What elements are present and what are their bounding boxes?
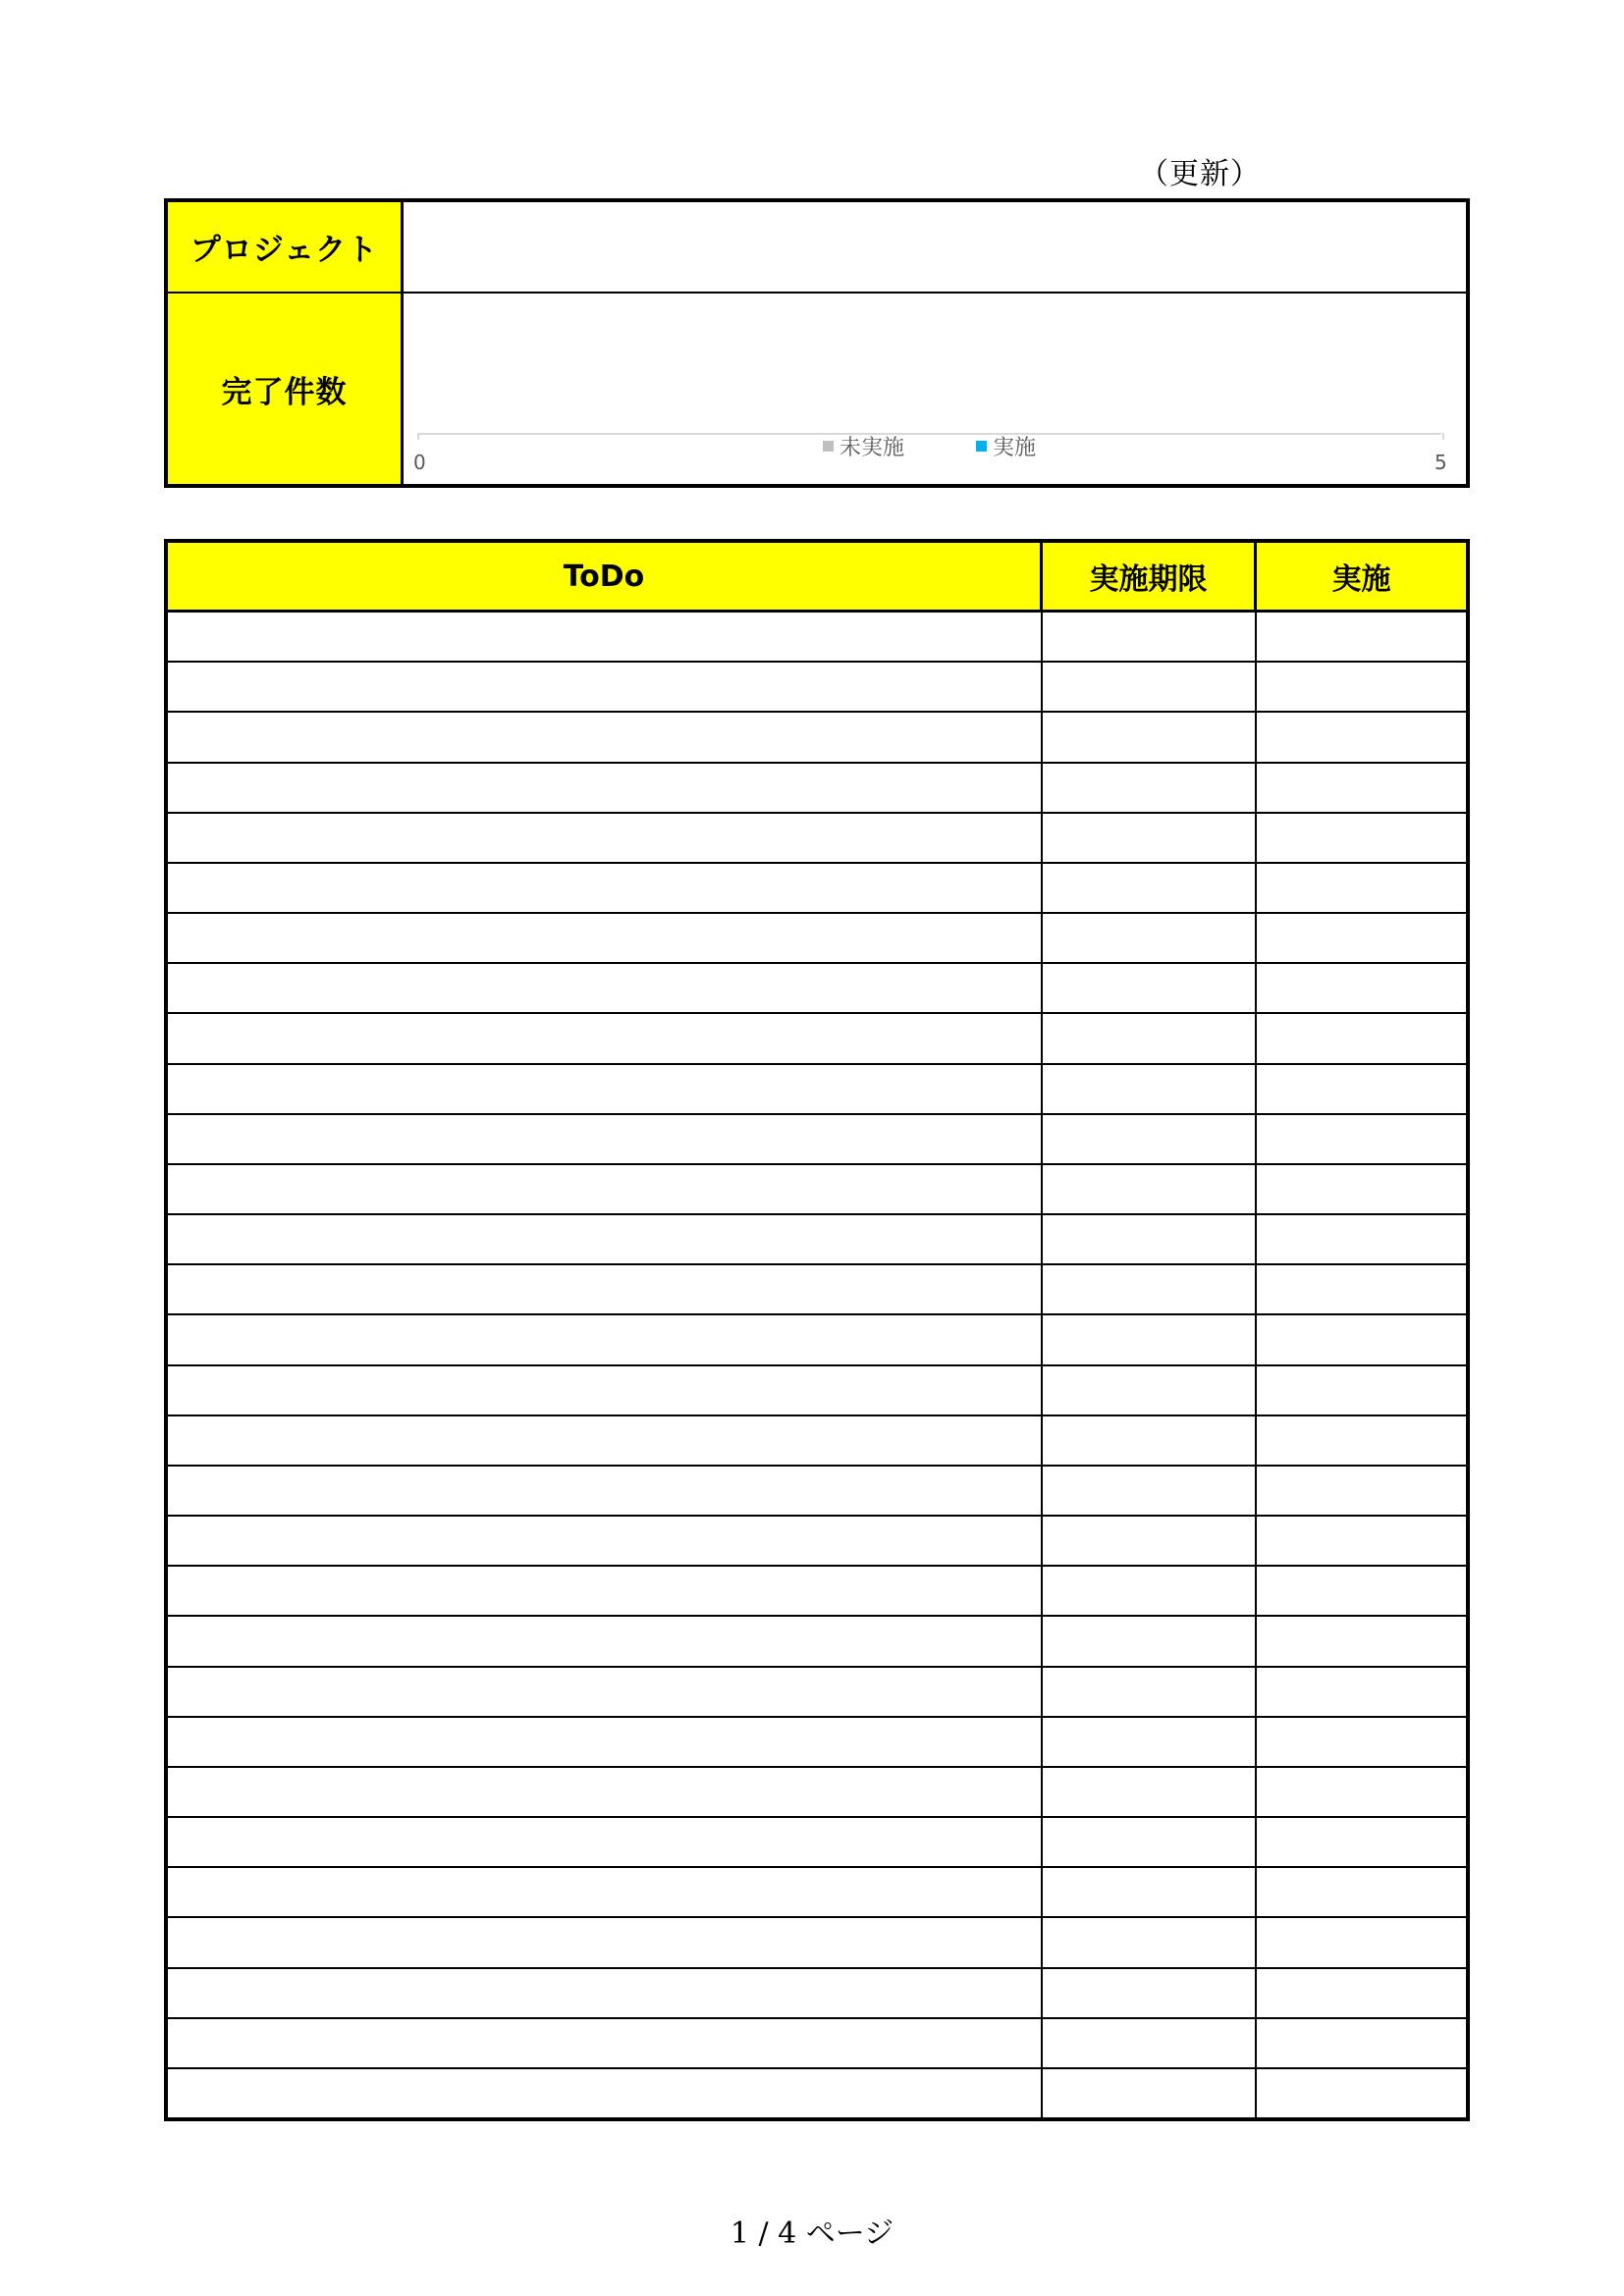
todo-cell[interactable] xyxy=(168,1517,1043,1565)
table-row xyxy=(168,814,1466,864)
todo-cell[interactable] xyxy=(168,1617,1043,1665)
done-cell[interactable] xyxy=(1257,814,1466,862)
deadline-cell[interactable] xyxy=(1043,1818,1257,1866)
todo-cell[interactable] xyxy=(168,864,1043,912)
todo-cell[interactable] xyxy=(168,2069,1043,2117)
deadline-cell[interactable] xyxy=(1043,713,1257,761)
todo-cell[interactable] xyxy=(168,764,1043,812)
todo-cell[interactable] xyxy=(168,1416,1043,1465)
deadline-cell[interactable] xyxy=(1043,1617,1257,1665)
done-cell[interactable] xyxy=(1257,1567,1466,1615)
deadline-cell[interactable] xyxy=(1043,864,1257,912)
table-row xyxy=(168,1366,1466,1416)
table-row xyxy=(168,1567,1466,1617)
done-cell[interactable] xyxy=(1257,1165,1466,1213)
deadline-cell[interactable] xyxy=(1043,613,1257,661)
legend-label: 実施 xyxy=(993,436,1037,460)
todo-cell[interactable] xyxy=(168,1818,1043,1866)
todo-cell[interactable] xyxy=(168,1315,1043,1363)
done-cell[interactable] xyxy=(1257,613,1466,661)
table-row xyxy=(168,1215,1466,1265)
todo-table xyxy=(164,539,1470,2121)
todo-header-row xyxy=(168,543,1466,613)
todo-cell[interactable] xyxy=(168,1065,1043,1113)
done-cell[interactable] xyxy=(1257,1517,1466,1565)
todo-cell[interactable] xyxy=(168,914,1043,962)
done-cell[interactable] xyxy=(1257,1315,1466,1363)
project-row xyxy=(168,202,1466,294)
done-cell[interactable] xyxy=(1257,1265,1466,1313)
project-value[interactable] xyxy=(404,202,1466,292)
done-cell[interactable] xyxy=(1257,1416,1466,1465)
todo-column-header: ToDo xyxy=(168,543,1043,610)
table-row xyxy=(168,864,1466,914)
todo-cell[interactable] xyxy=(168,964,1043,1012)
todo-cell[interactable] xyxy=(168,814,1043,862)
done-cell[interactable] xyxy=(1257,1868,1466,1916)
todo-cell[interactable] xyxy=(168,1115,1043,1163)
deadline-cell[interactable] xyxy=(1043,764,1257,812)
done-cell[interactable] xyxy=(1257,2019,1466,2067)
deadline-cell[interactable] xyxy=(1043,1868,1257,1916)
table-row xyxy=(168,663,1466,713)
deadline-cell[interactable] xyxy=(1043,1668,1257,1716)
todo-cell[interactable] xyxy=(168,1467,1043,1515)
todo-cell[interactable] xyxy=(168,1567,1043,1615)
table-row xyxy=(168,2069,1466,2117)
table-row xyxy=(168,713,1466,763)
done-cell[interactable] xyxy=(1257,1718,1466,1766)
completed-chart-cell xyxy=(404,294,1466,484)
axis-tick xyxy=(1442,433,1444,440)
deadline-cell[interactable] xyxy=(1043,1567,1257,1615)
deadline-cell[interactable] xyxy=(1043,1467,1257,1515)
todo-cell[interactable] xyxy=(168,1215,1043,1263)
table-row xyxy=(168,613,1466,663)
deadline-cell[interactable] xyxy=(1043,1366,1257,1415)
table-row xyxy=(168,1115,1466,1165)
deadline-cell[interactable] xyxy=(1043,814,1257,862)
table-row xyxy=(168,2019,1466,2069)
legend-swatch xyxy=(823,441,834,452)
deadline-cell[interactable] xyxy=(1043,1969,1257,2017)
done-cell[interactable] xyxy=(1257,764,1466,812)
done-cell[interactable] xyxy=(1257,1115,1466,1163)
done-column-header: 実施 xyxy=(1331,562,1391,597)
project-label: プロジェクト xyxy=(168,202,404,292)
todo-table-body xyxy=(168,613,1466,2117)
completed-label: 完了件数 xyxy=(168,294,404,484)
deadline-cell[interactable] xyxy=(1043,1265,1257,1313)
todo-cell[interactable] xyxy=(168,1165,1043,1213)
todo-cell[interactable] xyxy=(168,663,1043,711)
deadline-cell[interactable] xyxy=(1043,1014,1257,1062)
chart-axis-line xyxy=(417,433,1441,435)
deadline-cell[interactable] xyxy=(1043,1718,1257,1766)
table-row xyxy=(168,1768,1466,1818)
table-row xyxy=(168,914,1466,964)
table-row xyxy=(168,1165,1466,1215)
legend-swatch xyxy=(976,441,987,452)
deadline-cell[interactable] xyxy=(1043,1115,1257,1163)
updated-label: （更新） xyxy=(1139,157,1261,191)
done-cell[interactable] xyxy=(1257,1768,1466,1816)
todo-cell[interactable] xyxy=(168,1366,1043,1415)
todo-cell[interactable] xyxy=(168,1768,1043,1816)
deadline-cell[interactable] xyxy=(1043,663,1257,711)
legend-item xyxy=(823,431,904,461)
deadline-cell[interactable] xyxy=(1043,1918,1257,1966)
table-row xyxy=(168,1315,1466,1365)
done-cell[interactable] xyxy=(1257,914,1466,962)
todo-cell[interactable] xyxy=(168,1718,1043,1766)
done-cell[interactable] xyxy=(1257,1366,1466,1415)
table-row xyxy=(168,1668,1466,1718)
axis-tick-label: 0 xyxy=(413,451,426,474)
done-cell[interactable] xyxy=(1257,1668,1466,1716)
done-cell[interactable] xyxy=(1257,1014,1466,1062)
todo-cell[interactable] xyxy=(168,1668,1043,1716)
done-cell[interactable] xyxy=(1257,1215,1466,1263)
done-cell[interactable] xyxy=(1257,1969,1466,2017)
project-info-table xyxy=(164,198,1470,488)
todo-cell[interactable] xyxy=(168,2019,1043,2067)
legend-label: 未実施 xyxy=(839,436,905,460)
completed-row xyxy=(168,294,1466,484)
todo-cell[interactable] xyxy=(168,613,1043,661)
table-row xyxy=(168,1265,1466,1315)
deadline-cell[interactable] xyxy=(1043,1165,1257,1213)
table-row xyxy=(168,1818,1466,1868)
todo-cell[interactable] xyxy=(168,1868,1043,1916)
todo-cell[interactable] xyxy=(168,1969,1043,2017)
deadline-cell[interactable] xyxy=(1043,2069,1257,2117)
todo-cell[interactable] xyxy=(168,1014,1043,1062)
table-row xyxy=(168,1065,1466,1115)
deadline-column-header: 実施期限 xyxy=(1043,543,1257,610)
done-cell[interactable] xyxy=(1257,1065,1466,1113)
todo-cell[interactable] xyxy=(168,1265,1043,1313)
deadline-cell[interactable] xyxy=(1043,1065,1257,1113)
axis-tick-label: 5 xyxy=(1435,451,1447,474)
page-number: 1 / 4 ページ xyxy=(730,2216,894,2251)
done-cell[interactable] xyxy=(1257,1617,1466,1665)
table-row xyxy=(168,964,1466,1014)
axis-tick xyxy=(417,433,419,440)
table-row xyxy=(168,1517,1466,1567)
table-row xyxy=(168,1467,1466,1517)
done-cell[interactable] xyxy=(1257,1818,1466,1866)
table-row xyxy=(168,1868,1466,1918)
done-cell[interactable] xyxy=(1257,964,1466,1012)
done-cell[interactable] xyxy=(1257,663,1466,711)
deadline-cell[interactable] xyxy=(1043,1517,1257,1565)
deadline-cell[interactable] xyxy=(1043,1215,1257,1263)
deadline-cell[interactable] xyxy=(1043,1416,1257,1465)
table-row xyxy=(168,1918,1466,1968)
table-row xyxy=(168,764,1466,814)
todo-cell[interactable] xyxy=(168,1918,1043,1966)
done-cell[interactable] xyxy=(1257,1467,1466,1515)
table-row xyxy=(168,1718,1466,1768)
table-row xyxy=(168,1969,1466,2019)
deadline-cell[interactable] xyxy=(1043,914,1257,962)
deadline-cell[interactable] xyxy=(1043,2019,1257,2067)
deadline-cell[interactable] xyxy=(1043,1768,1257,1816)
completion-chart xyxy=(404,294,1466,484)
done-cell[interactable] xyxy=(1257,1918,1466,1966)
legend-item xyxy=(976,431,1036,461)
table-row xyxy=(168,1617,1466,1667)
todo-cell[interactable] xyxy=(168,713,1043,761)
done-cell[interactable] xyxy=(1257,2069,1466,2117)
table-row xyxy=(168,1014,1466,1064)
done-cell[interactable] xyxy=(1257,864,1466,912)
done-cell[interactable] xyxy=(1257,713,1466,761)
deadline-cell[interactable] xyxy=(1043,1315,1257,1363)
table-row xyxy=(168,1416,1466,1467)
deadline-cell[interactable] xyxy=(1043,964,1257,1012)
